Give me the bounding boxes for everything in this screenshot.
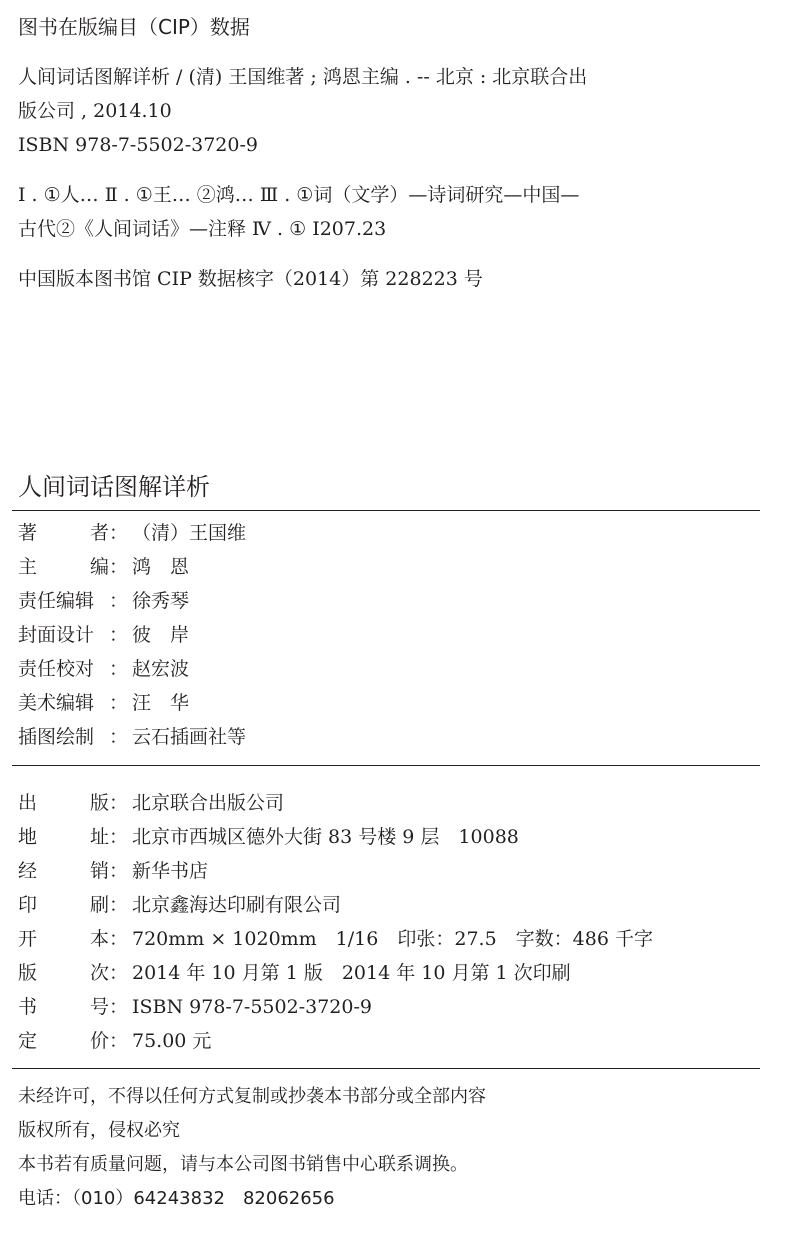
credit-row-label [18,618,128,652]
credit-row-value: （清）王国维 [132,522,247,544]
publication-row [18,888,760,922]
credit-row [18,720,760,754]
publication-row-value: 北京联合出版公司 [132,792,285,814]
publication-row-value: 北京鑫海达印刷有限公司 [132,894,342,916]
label-text: 著 者 [18,522,109,544]
publication-row-value: 720mm × 1020mm 1/16 印张：27.5 字数：486 千字 [132,928,653,950]
credit-row-value: 鸿 恩 [132,556,190,578]
credit-row-value: 汪 华 [132,692,190,714]
cip-subject-line-2: 古代②《人间词话》—注释 Ⅳ . ① I207.23 [18,218,387,240]
label-colon: ： [108,962,128,984]
credit-row-value: 彼 岸 [132,624,190,646]
publication-row-label [18,786,128,820]
credit-row [18,584,760,618]
credit-row-label [18,516,128,550]
label-colon: ： [108,590,128,612]
label-text: 插图绘制 [18,726,95,748]
cip-core-number [18,262,760,296]
publication-row-label [18,888,128,922]
credit-row-label [18,550,128,584]
label-colon: ： [108,624,128,646]
label-colon: ： [108,860,128,882]
label-text: 书 号 [18,996,109,1018]
label-text: 美术编辑 [18,692,95,714]
credit-row-label [18,584,128,618]
credit-row-value: 赵宏波 [132,658,190,680]
credit-row [18,516,760,550]
cip-isbn: ISBN 978-7-5502-3720-9 [18,134,258,156]
publication-row [18,786,760,820]
publication-row [18,956,760,990]
cip-record-line-2: 版公司 , 2014.10 [18,100,172,122]
label-text: 封面设计 [18,624,95,646]
label-text: 开 本 [18,928,109,950]
cip-subject-line-1: Ⅰ . ①人… Ⅱ . ①王… ②鸿… Ⅲ . ①词（文学）—诗词研究—中国— [18,184,580,206]
notice-line-3: 本书若有质量问题，请与本公司图书销售中心联系调换。 [18,1154,468,1175]
credit-row-value: 云石插画社等 [132,726,247,748]
publication-row-value: 2014 年 10 月第 1 版 2014 年 10 月第 1 次印刷 [132,962,571,984]
contact-phone: 电话：（010）64243832 82062656 [18,1188,335,1209]
cip-heading: 图书在版编目（CIP）数据 [18,15,250,39]
publication-row [18,922,760,956]
book-title: 人间词话图解详析 [18,473,210,501]
label-text: 主 编 [18,556,109,578]
publication-row-label [18,1024,128,1058]
label-text: 版 次 [18,962,109,984]
credit-row-label [18,720,128,754]
label-text: 定 价 [18,1030,109,1052]
cip-subject-headings [18,178,760,246]
label-colon: ： [108,826,128,848]
label-colon: ： [108,996,128,1018]
credit-row [18,686,760,720]
credit-row-label [18,652,128,686]
publication-row-value: 75.00 元 [132,1030,212,1052]
credit-row [18,550,760,584]
divider [12,510,760,511]
copyright-notice [18,1080,760,1216]
divider [12,1068,760,1069]
publication-row-label [18,990,128,1024]
publication-info [18,786,760,1058]
publication-row-label [18,922,128,956]
publication-row [18,854,760,888]
label-text: 出 版 [18,792,109,814]
label-text: 地 址 [18,826,109,848]
label-text: 经 销 [18,860,109,882]
notice-line-1: 未经许可，不得以任何方式复制或抄袭本书部分或全部内容 [18,1086,486,1107]
label-colon: ： [108,894,128,916]
notice-line-2: 版权所有，侵权必究 [18,1120,180,1141]
label-text: 责任校对 [18,658,95,680]
publication-row-value: 北京市西城区德外大街 83 号楼 9 层 10088 [132,826,519,848]
label-text: 责任编辑 [18,590,95,612]
publication-row [18,990,760,1024]
credits-list [18,516,760,754]
publication-row-label [18,956,128,990]
credit-row [18,652,760,686]
publication-row-label [18,854,128,888]
publication-row-value: ISBN 978-7-5502-3720-9 [132,996,372,1018]
publication-row-value: 新华书店 [132,860,209,882]
credit-row [18,618,760,652]
publication-row [18,820,760,854]
label-colon: ： [108,928,128,950]
label-colon: ： [108,792,128,814]
credit-row-label [18,686,128,720]
label-colon: ： [108,726,128,748]
label-colon: ： [108,556,128,578]
label-colon: ： [108,692,128,714]
cip-record-line-1: 人间词话图解详析 / (清) 王国维著 ; 鸿恩主编 . -- 北京 : 北京联合出 [18,66,588,88]
label-colon: ： [108,522,128,544]
publication-row-label [18,820,128,854]
label-colon: ： [108,658,128,680]
divider [12,765,760,766]
credit-row-value: 徐秀琴 [132,590,190,612]
publication-row [18,1024,760,1058]
cip-core-line: 中国版本图书馆 CIP 数据核字（2014）第 228223 号 [18,268,483,290]
cip-record [18,60,760,162]
label-text: 印 刷 [18,894,109,916]
label-colon: ： [108,1030,128,1052]
